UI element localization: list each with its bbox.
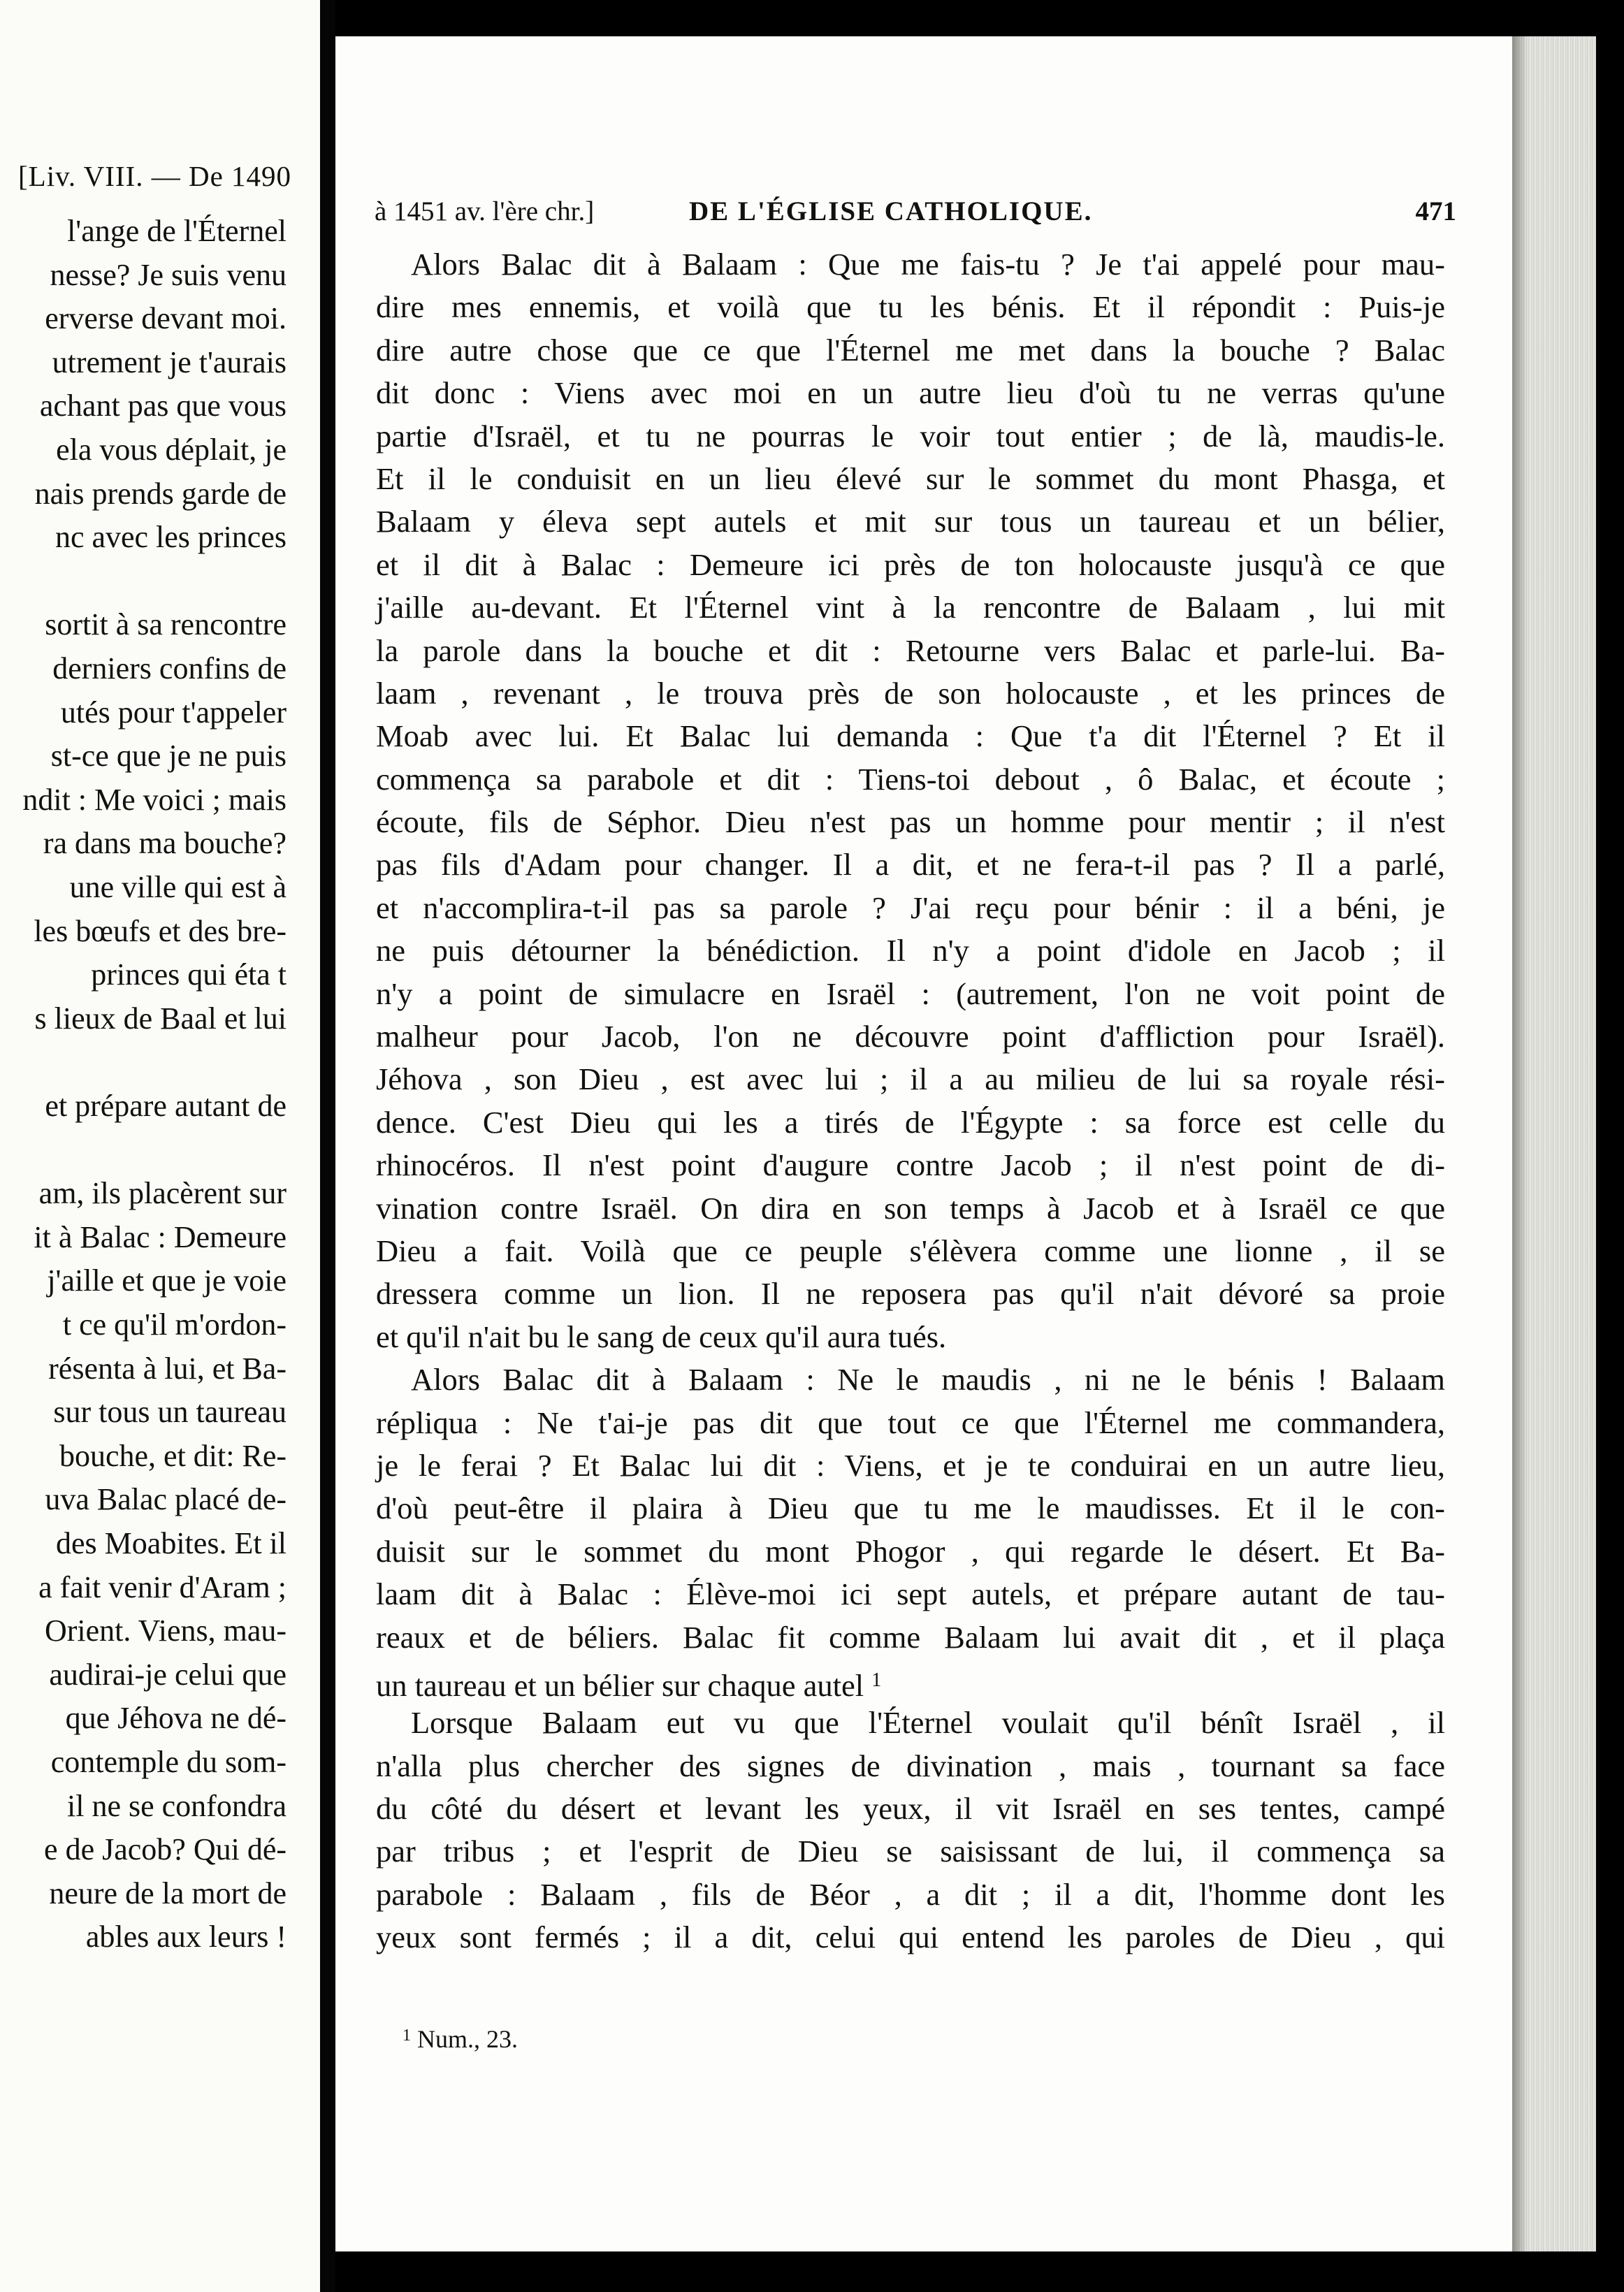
text-line: Et il le conduisit en un lieu élevé sur le sommet du mont Phasga, et xyxy=(376,460,1445,496)
left-text-line: et prépare autant de xyxy=(45,1089,287,1123)
text-line: j'aille au-devant. Et l'Éternel vint à la rencontre de Balaam , lui mit xyxy=(376,590,1445,625)
left-text-line: résenta à lui, et Ba- xyxy=(48,1351,287,1386)
text-line: écoute, fils de Séphor. Dieu n'est pas un homme pour mentir ; il n'est xyxy=(376,804,1445,840)
left-text-line: uva Balac placé de- xyxy=(45,1482,287,1517)
text-line: parabole : Balaam , fils de Béor , a dit ; il a dit, l'homme dont les xyxy=(376,1876,1445,1912)
text-line: je le ferai ? Et Balac lui dit : Viens, et je te conduirai en un autre lieu, xyxy=(376,1447,1445,1483)
left-text-line: sur tous un taureau xyxy=(53,1395,287,1430)
text-line: yeux sont fermés ; il a dit, celui qui entend les paroles de Dieu , qui xyxy=(376,1920,1445,1955)
text-line: laam dit à Balac : Élève-moi ici sept autels, et prépare autant de tau- xyxy=(376,1576,1445,1612)
text-line: commença sa parabole et dit : Tiens-toi debout , ô Balac, et écoute ; xyxy=(376,761,1445,797)
header-date-range: à 1451 av. l'ère chr.] xyxy=(375,196,595,226)
left-text-line: t ce qu'il m'ordon- xyxy=(62,1307,287,1342)
text-line: duisit sur le sommet du mont Phogor , qui regarde le désert. Et Ba- xyxy=(376,1533,1445,1569)
text-line: dire mes ennemis, et voilà que tu les bénis. Et il répondit : Puis-je xyxy=(376,289,1445,325)
text-line: et qu'il n'ait bu le sang de ceux qu'il aura tués. xyxy=(376,1319,947,1354)
text-line: un taureau et un bélier sur chaque autel xyxy=(376,1667,864,1703)
left-text-line: Orient. Viens, mau- xyxy=(44,1613,287,1648)
text-line: et n'accomplira-t-il pas sa parole ? J'ai reçu pour bénir : il a béni, je xyxy=(376,890,1445,925)
text-line: Moab avec lui. Et Balac lui demanda : Que t'a dit l'Éternel ? Et il xyxy=(376,718,1445,754)
left-text-line: que Jéhova ne dé- xyxy=(65,1701,287,1736)
left-text-line: ndit : Me voici ; mais xyxy=(22,782,287,817)
text-line: Alors Balac dit à Balaam : Que me fais-tu ? Je t'ai appelé pour mau- xyxy=(411,247,1445,282)
text-line: vination contre Israël. On dira en son temps à Jacob et à Israël ce que xyxy=(376,1190,1445,1226)
left-text-line: e de Jacob? Qui dé- xyxy=(44,1832,287,1867)
text-line-with-footnote xyxy=(376,1659,1445,1702)
left-text-line: ela vous déplait, je xyxy=(56,433,287,467)
left-text-line: st-ce que je ne puis xyxy=(50,739,287,774)
text-line: répliqua : Ne t'ai-je pas dit que tout ce que l'Éternel me commandera, xyxy=(376,1405,1445,1440)
text-line: Jéhova , son Dieu , est avec lui ; il a au milieu de lui sa royale rési- xyxy=(376,1061,1445,1097)
text-line: la parole dans la bouche et dit : Retourne vers Balac et parle-lui. Ba- xyxy=(376,632,1445,668)
left-text-line: sortit à sa rencontre xyxy=(45,607,287,642)
text-line: rhinocéros. Il n'est point d'augure contre Jacob ; il n'est point de di- xyxy=(376,1147,1445,1183)
text-line: du côté du désert et levant les yeux, il vit Israël en ses tentes, campé xyxy=(376,1791,1445,1827)
left-text-line: ables aux leurs ! xyxy=(85,1920,287,1954)
text-line: dressera comme un lion. Il ne reposera pas qu'il n'ait dévoré sa proie xyxy=(376,1276,1445,1312)
running-header xyxy=(375,196,1456,238)
text-line: laam , revenant , le trouva près de son holocauste , et les princes de xyxy=(376,675,1445,711)
page-number: 471 xyxy=(1415,196,1456,226)
footnote-number: 1 xyxy=(403,2026,411,2045)
text-line: Alors Balac dit à Balaam : Ne le maudis , ni ne le bénis ! Balaam xyxy=(411,1362,1445,1398)
left-text-line: j'aille et que je voie xyxy=(47,1263,287,1298)
text-line: partie d'Israël, et tu ne pourras le voir tout entier ; de là, maudis-le. xyxy=(376,418,1445,454)
left-text-line: l'ange de l'Éternel xyxy=(67,214,287,248)
text-line: pas fils d'Adam pour changer. Il a dit, et ne fera-t-il pas ? Il a parlé, xyxy=(376,847,1445,883)
left-text-line: erverse devant moi. xyxy=(45,301,287,336)
left-text-line: il ne se confondra xyxy=(67,1788,287,1823)
footnote xyxy=(403,2024,518,2054)
left-text-line: achant pas que vous xyxy=(39,389,287,423)
left-text-line: les bœufs et des bre- xyxy=(34,913,287,948)
text-line: par tribus ; et l'esprit de Dieu se saisissant de lui, il commença sa xyxy=(376,1834,1445,1869)
left-page-running-header: [Liv. VIII. — De 1490 xyxy=(18,160,292,192)
left-text-line: bouche, et dit: Re- xyxy=(59,1438,287,1473)
left-text-line: a fait venir d'Aram ; xyxy=(38,1569,287,1604)
text-line: dit donc : Viens avec moi en un autre lieu d'où tu ne verras qu'une xyxy=(376,375,1445,411)
left-text-line: s lieux de Baal et lui xyxy=(34,1001,287,1036)
left-text-line: une ville qui est à xyxy=(69,870,287,904)
text-line: dence. C'est Dieu qui les a tirés de l'Égypte : sa force est celle du xyxy=(376,1104,1445,1140)
left-text-line: neure de la mort de xyxy=(49,1876,287,1910)
left-text-line: ra dans ma bouche? xyxy=(43,826,287,861)
left-text-line: derniers confins de xyxy=(52,651,287,686)
text-line: d'où peut-être il plaira à Dieu que tu me le maudisses. Et il le con- xyxy=(376,1490,1445,1526)
body-text xyxy=(376,243,1445,1959)
left-text-line: contemple du som- xyxy=(50,1745,287,1779)
text-line: et il dit à Balac : Demeure ici près de ton holocauste jusqu'à ce que xyxy=(376,546,1445,582)
left-text-line: audirai-je celui que xyxy=(49,1657,287,1692)
text-line: Lorsque Balaam eut vu que l'Éternel voulait qu'il bénît Israël , il xyxy=(411,1705,1445,1741)
left-page xyxy=(0,0,320,2292)
left-text-line: it à Balac : Demeure xyxy=(34,1219,287,1254)
footnote-text: Num., 23. xyxy=(417,2025,518,2053)
right-page xyxy=(335,36,1512,2251)
text-line: malheur pour Jacob, l'on ne découvre point d'affliction pour Israël). xyxy=(376,1019,1445,1054)
left-text-line: am, ils placèrent sur xyxy=(38,1176,287,1211)
left-text-line: nais prends garde de xyxy=(34,476,287,511)
left-text-line: princes qui éta t xyxy=(91,957,287,992)
left-text-line: des Moabites. Et il xyxy=(56,1526,287,1560)
text-line: Balaam y éleva sept autels et mit sur tous un taureau et un bélier, xyxy=(376,504,1445,539)
page-edge-shadow xyxy=(1512,36,1528,2251)
text-line: Dieu a fait. Voilà que ce peuple s'élèvera comme une lionne , il se xyxy=(376,1233,1445,1268)
left-text-line: nc avec les princes xyxy=(55,520,287,555)
text-line: n'y a point de simulacre en Israël : (autrement, l'on ne voit point de xyxy=(376,975,1445,1011)
text-line: dire autre chose que ce que l'Éternel me met dans la bouche ? Balac xyxy=(376,332,1445,368)
book-gutter xyxy=(320,0,335,2292)
left-text-line: utrement je t'aurais xyxy=(52,344,287,379)
footnote-marker: 1 xyxy=(871,1669,882,1691)
text-line: n'alla plus chercher des signes de divination , mais , tournant sa face xyxy=(376,1748,1445,1783)
text-line: reaux et de béliers. Balac fit comme Balaam lui avait dit , et il plaça xyxy=(376,1619,1445,1655)
header-title: DE L'ÉGLISE CATHOLIQUE. xyxy=(689,196,1093,226)
left-text-line: utés pour t'appeler xyxy=(60,695,287,730)
text-line: ne puis détourner la bénédiction. Il n'y a point d'idole en Jacob ; il xyxy=(376,933,1445,969)
left-text-line: nesse? Je suis venu xyxy=(50,257,287,292)
